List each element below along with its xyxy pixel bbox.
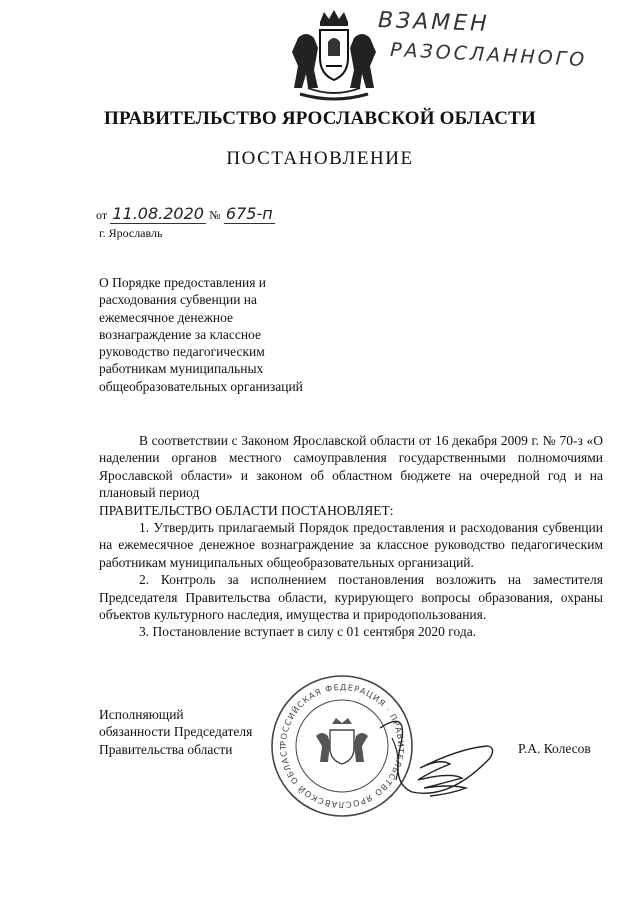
subject-line: общеобразовательных организаций: [99, 378, 303, 394]
handwritten-note-line-2: РАЗОСЛАННОГО: [389, 38, 588, 72]
resolution-item-1: 1. Утвердить прилагаемый Порядок предоставления и расходования субвенции на ежемесячное денежное вознаграждение за классное руководство педагогическим работникам муниципальных общеобразовательных организаций.: [99, 520, 603, 570]
handwritten-signature: [300, 688, 510, 808]
signer-name: Р.А. Колесов: [518, 741, 591, 756]
resolution-item-3: 3. Постановление вступает в силу с 01 сентября 2020 года.: [139, 624, 477, 640]
subject-line: работникам муниципальных: [99, 361, 264, 377]
subject-line: О Порядке предоставления и: [99, 275, 267, 290]
subject-line: ежемесячное денежное: [99, 309, 234, 325]
document-body: [99, 432, 603, 641]
signer-position-line: обязанности Председателя: [99, 724, 253, 740]
date-number-line: [96, 204, 275, 224]
subject-line: расходования субвенции на: [99, 292, 258, 308]
date-value: 11.08.2020: [112, 204, 204, 223]
city-label: г. Ярославль: [99, 226, 163, 240]
signer-position: [99, 706, 252, 758]
number-value: 675-п: [225, 204, 273, 223]
government-title: ПРАВИТЕЛЬСТВО ЯРОСЛАВСКОЙ ОБЛАСТИ: [104, 108, 536, 129]
coat-of-arms-emblem: [290, 8, 378, 104]
handwritten-note: [372, 4, 612, 84]
resolution-item-2: 2. Контроль за исполнением постановления возложить на заместителя Председателя Правительства области, курирующего вопросы образования, охраны объектов культурного наследия, имущества и природопользования.: [99, 572, 603, 623]
signer-position-line: Правительства области: [99, 741, 233, 757]
subject-line: вознаграждение за классное: [99, 326, 261, 342]
handwritten-note-line-1: ВЗАМЕН: [377, 8, 491, 37]
seal-text: РОССИЙСКАЯ ФЕДЕРАЦИЯ · ПРАВИТЕЛЬСТВО ЯРОСЛАВСКОЙ ОБЛАСТ: [277, 681, 407, 811]
resolves-heading: ПРАВИТЕЛЬСТВО ОБЛАСТИ ПОСТАНОВЛЯЕТ:: [99, 502, 394, 518]
subject-line: руководство педагогическим: [99, 344, 265, 360]
number-prefix: №: [209, 208, 221, 222]
document-type-heading: ПОСТАНОВЛЕНИЕ: [226, 148, 414, 169]
preamble-paragraph: В соответствии с Законом Ярославской области от 16 декабря 2009 г. № 70-з «О наделении органов местного самоуправления государственными полномочиями Ярославской области» и законом об областном бюджете на очередной год и на плановый период: [99, 433, 603, 501]
signer-position-line: Исполняющий: [99, 707, 184, 722]
date-prefix: от: [96, 208, 108, 222]
document-subject: [99, 274, 359, 395]
